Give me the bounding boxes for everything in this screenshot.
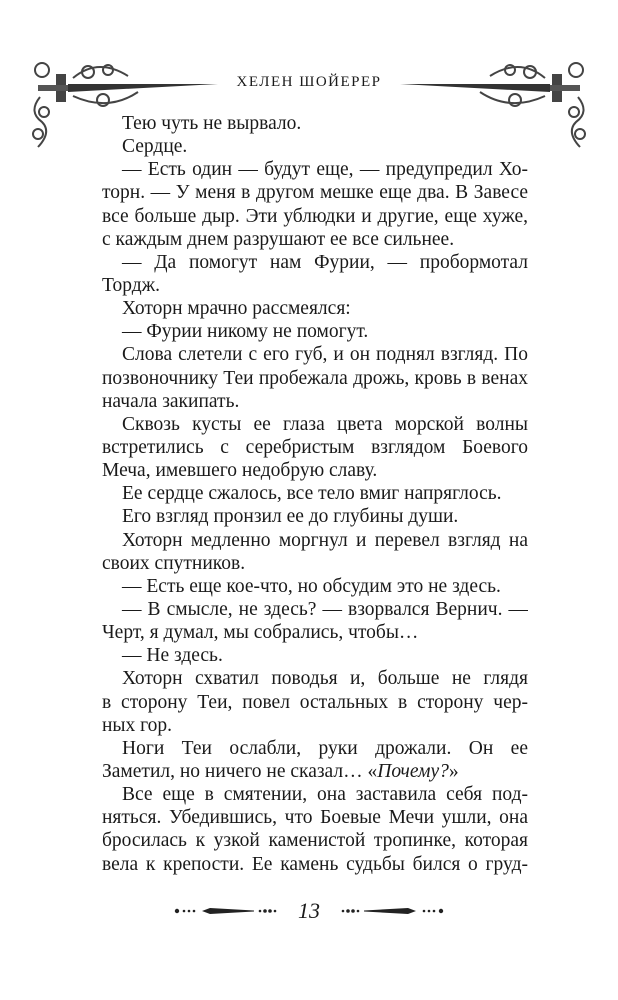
text-line: — Фурии никому не помогут.	[122, 321, 369, 343]
text-line: Хоторн мрачно рассмеялся:	[122, 298, 351, 320]
text-line: Меча, имевшего недобрую славу.	[102, 460, 378, 482]
footer-ornament-right-icon	[338, 906, 444, 916]
text-line: Хоторн схватил поводья и, больше не глядя	[122, 668, 528, 690]
page-number: 13	[298, 898, 320, 923]
text-line	[102, 760, 528, 783]
italic-text: Почему?	[377, 760, 449, 782]
text-line: Сердце.	[122, 136, 188, 158]
text-line: Тордж.	[102, 274, 160, 296]
text-line: Сквозь кусты ее глаза цвета морской волны	[122, 413, 528, 435]
footer-ornament-left-icon	[174, 906, 280, 916]
text-line: — Есть один — будут еще, — предупредил Хо-	[122, 159, 528, 181]
text-line: Тею чуть не вырвало.	[122, 113, 302, 134]
text-line: — Есть еще кое-что, но обсудим это не здесь.	[122, 575, 501, 597]
text-line: в сторону Теи, повел остальных в сторону чер-	[102, 691, 528, 713]
running-header-author: ХЕЛЕН ШОЙЕРЕР	[236, 74, 382, 90]
text-line: — Не здесь.	[122, 645, 223, 667]
text-line: Хоторн медленно моргнул и перевел взгляд на	[122, 529, 528, 551]
text-line: — Да помогут нам Фурии, — пробормотал	[122, 251, 528, 273]
text-line: с каждым днем разрушают ее все сильнее.	[102, 228, 455, 250]
text-line: Его взгляд пронзил ее до глубины души.	[122, 506, 459, 528]
text-line: Ноги Теи ослабли, руки дрожали. Он ее	[122, 737, 528, 759]
text-line: торн. — У меня в другом мешке еще два. В Завесе	[102, 182, 528, 204]
text-line: вела к крепости. Ее камень судьбы бился о груд-	[102, 853, 528, 875]
body-text	[102, 112, 528, 876]
text-line: Черт, я думал, мы собрались, чтобы…	[102, 622, 419, 644]
text-line: ных гор.	[102, 714, 173, 736]
text-segment: »	[448, 760, 459, 782]
text-line: позвоночнику Теи пробежала дрожь, кровь в венах	[102, 367, 528, 389]
text-segment: Заметил, но ничего не сказал… «	[102, 760, 378, 782]
text-line: Ее сердце сжалось, все тело вмиг напряглось.	[122, 483, 502, 505]
text-line: все больше дыр. Эти ублюдки и другие, еще хуже,	[102, 205, 528, 227]
page-footer	[0, 898, 618, 924]
text-line: няться. Убедившись, что Боевые Мечи ушли, она	[102, 807, 528, 829]
text-line: бросилась к узкой каменистой тропинке, которая	[102, 830, 528, 852]
text-line: своих спутников.	[102, 552, 246, 574]
text-line: Все еще в смятении, она заставила себя под-	[122, 784, 528, 806]
text-line: встретились с серебристым взглядом Боевого	[102, 436, 528, 458]
text-line: начала закипать.	[102, 390, 240, 412]
text-line: — В смысле, не здесь? — взорвался Вернич. —	[122, 598, 528, 620]
text-line: Слова слетели с его губ, и он поднял взгляд. По	[122, 344, 528, 366]
